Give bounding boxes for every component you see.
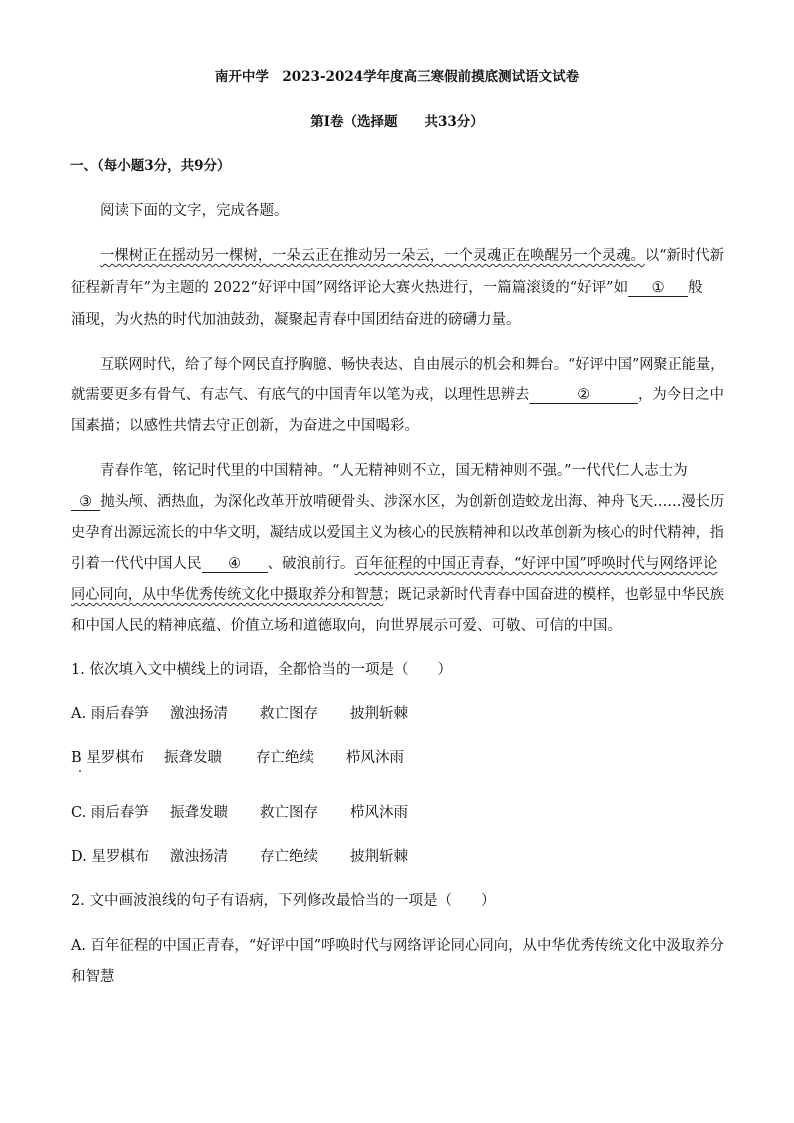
stray-dot [79, 770, 81, 772]
option-c-word-4: 栉风沐雨 [350, 805, 408, 821]
question-2-stem: 2. 文中画波浪线的句子有语病，下列修改最恰当的一项是（ ） [71, 893, 496, 909]
exam-title: 南开中学 2023-2024学年度高三寒假前摸底测试语文试卷 [214, 69, 580, 85]
passage-p1-line3: 涌现，为火热的时代加油鼓劲，凝聚起青春中国团结奋进的磅礴力量。 [71, 312, 521, 328]
section-title: 第Ⅰ卷（选择题 共33分） [310, 114, 484, 130]
passage-p3-line5: 同心同向，从中华优秀传统文化中摄取养分和智慧；既记录新时代青春中国奋进的模样，也彰显中华民族 [71, 587, 724, 603]
option-b-word-2: 振聋发聩 [164, 750, 222, 766]
option-c-word-3: 救亡图存 [260, 805, 318, 821]
part-heading: 一、（每小题3分，共9分） [70, 158, 231, 174]
wavy-sentence-1: 一棵树正在摇动另一棵树，一朵云正在推动另一朵云，一个灵魂正在唤醒另一个灵魂。 [100, 248, 645, 264]
question-1-option-c[interactable]: C. 雨后春笋 [71, 805, 149, 821]
question-2-option-a[interactable]: A. 百年征程的中国正青春，“好评中国”呼唤时代与网络评论同心同向，从中华优秀传统文化中汲取养分 [71, 938, 725, 954]
reading-instruction: 阅读下面的文字，完成各题。 [100, 203, 289, 219]
question-2-option-a-cont: 和智慧 [71, 969, 115, 985]
passage-p3-line2: ③ 抛头颅、洒热血，为深化改革开放啃硬骨头、涉深水区，为创新创造蛟龙出海、神舟飞天……漫长历 [71, 492, 724, 512]
passage-p1-line1: 一棵树正在摇动另一棵树，一朵云正在推动另一朵云，一个灵魂正在唤醒另一个灵魂。以“新时代新 [100, 248, 724, 264]
option-d-word-3: 存亡绝续 [260, 849, 318, 865]
question-1-option-b[interactable]: B 星罗棋布 [71, 750, 145, 766]
wavy-sentence-2a: 百年征程的中国正青春，“好评中国”呼唤时代与网络评论 [354, 556, 718, 572]
passage-p2-line3: 国素描；以感性共情去守正创新，为奋进之中国喝彩。 [71, 418, 419, 434]
question-1-option-a[interactable]: A. 雨后春笋 [71, 706, 149, 722]
passage-p3-line6: 和中国人民的精神底蕴、价值立场和道德取向，向世界展示可爱、可敬、可信的中国。 [71, 618, 622, 634]
passage-p3-line1: 青春作笔，铭记时代里的中国精神。“人无精神则不立，国无精神则不强。”一代代仁人志士为 [100, 463, 688, 479]
option-b-word-3: 存亡绝续 [256, 750, 314, 766]
passage-p3-line4: 引着一代代中国人民 ④ 、破浪前行。百年征程的中国正青春，“好评中国”呼唤时代与网络评论 [71, 556, 718, 572]
passage-p2-line2: 就需要更多有骨气、有志气、有底气的中国青年以笔为戎，以理性思辨去 ② ，为今日之中 [71, 387, 724, 403]
question-1-option-d[interactable]: D. 星罗棋布 [71, 849, 150, 865]
passage-p3-line3: 史孕育出源远流长的中华文明，凝结成以爱国主义为核心的民族精神和以改革创新为核心的时代精神，指 [71, 525, 724, 541]
blank-1: ① [628, 280, 688, 297]
option-d-word-2: 激浊扬清 [170, 849, 228, 865]
wavy-sentence-2b: 同心同向，从中华优秀传统文化中摄取养分和智慧 [71, 587, 384, 603]
blank-3: ③ [71, 494, 100, 511]
option-d-word-4: 披荆斩棘 [350, 849, 408, 865]
option-a-word-4: 披荆斩棘 [350, 706, 408, 722]
option-a-word-3: 救亡图存 [260, 706, 318, 722]
option-a-word-2: 激浊扬清 [170, 706, 228, 722]
option-c-word-2: 振聋发聩 [170, 805, 228, 821]
blank-2: ② [529, 387, 638, 404]
passage-p2-line1: 互联网时代，给了每个网民直抒胸臆、畅快表达、自由展示的机会和舞台。“好评中国”网聚正能量， [100, 357, 725, 373]
blank-4: ④ [202, 556, 268, 573]
passage-p1-line2: 征程新青年”为主题的 2022“好评中国”网络评论大赛火热进行，一篇篇滚烫的“好评”如 ① 般 [71, 280, 703, 296]
option-b-word-4: 栉风沐雨 [346, 750, 404, 766]
question-1-stem: 1. 依次填入文中横线上的词语，全都恰当的一项是（ ） [71, 662, 452, 678]
